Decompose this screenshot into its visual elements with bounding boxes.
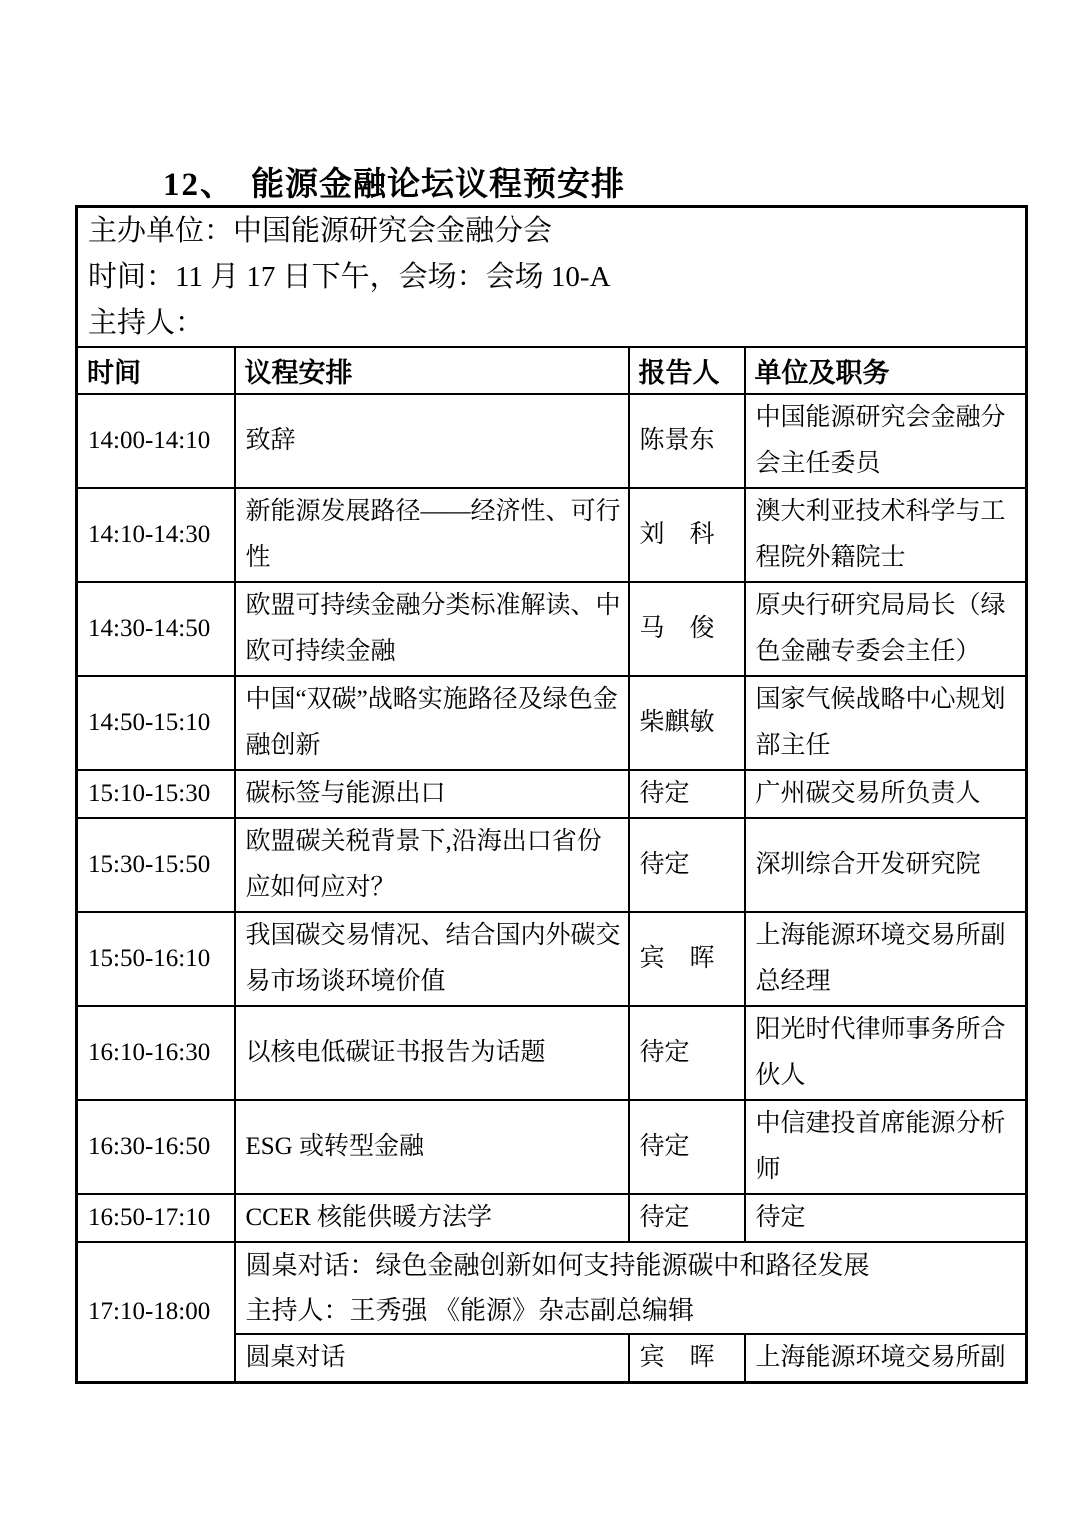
info-moderator: 主持人： (88, 307, 205, 339)
org-cell: 上海能源环境交易所副总经理 (745, 912, 1027, 1006)
agenda-table (75, 205, 1028, 1384)
table-row (77, 818, 1027, 912)
time-cell: 14:50-15:10 (77, 676, 235, 770)
time-cell: 15:10-15:30 (77, 770, 235, 818)
time-cell: 16:10-16:30 (77, 1006, 235, 1100)
table-row (77, 1100, 1027, 1194)
time-cell: 14:00-14:10 (77, 394, 235, 488)
speaker-cell: 待定 (629, 1194, 745, 1242)
table-row (77, 394, 1027, 488)
speaker-cell: 待定 (629, 1006, 745, 1100)
info-host: 主办单位：中国能源研究会金融分会 (88, 215, 553, 247)
topic-cell: 圆桌对话 (235, 1334, 629, 1383)
info-cell (77, 207, 1027, 348)
info-time: 时间：11 月 17 日下午，会场：会场 10-A (88, 261, 611, 293)
speaker-cell: 柴麒敏 (629, 676, 745, 770)
speaker-cell: 待定 (629, 770, 745, 818)
topic-cell: CCER 核能供暖方法学 (235, 1194, 629, 1242)
topic-cell: 欧盟碳关税背景下,沿海出口省份应如何应对？ (235, 818, 629, 912)
time-cell: 16:30-16:50 (77, 1100, 235, 1194)
speaker-cell: 宾 晖 (629, 912, 745, 1006)
speaker-cell: 陈景东 (629, 394, 745, 488)
col-header-topic: 议程安排 (235, 347, 629, 394)
topic-cell: 中国“双碳”战略实施路径及绿色金融创新 (235, 676, 629, 770)
topic-cell: 致辞 (235, 394, 629, 488)
table-row (77, 488, 1027, 582)
topic-cell: 以核电低碳证书报告为话题 (235, 1006, 629, 1100)
speaker-cell: 刘 科 (629, 488, 745, 582)
time-cell: 14:10-14:30 (77, 488, 235, 582)
table-row (77, 770, 1027, 818)
org-cell: 上海能源环境交易所副 (745, 1334, 1027, 1383)
topic-cell: 新能源发展路径——经济性、可行性 (235, 488, 629, 582)
table-row (77, 912, 1027, 1006)
time-cell: 16:50-17:10 (77, 1194, 235, 1242)
roundtable-title-cell (235, 1242, 1027, 1334)
speaker-cell: 待定 (629, 1100, 745, 1194)
table-row (77, 1194, 1027, 1242)
col-header-time: 时间 (77, 347, 235, 394)
org-cell: 原央行研究局局长（绿色金融专委会主任） (745, 582, 1027, 676)
topic-cell: 欧盟可持续金融分类标准解读、中欧可持续金融 (235, 582, 629, 676)
org-cell: 澳大利亚技术科学与工程院外籍院士 (745, 488, 1027, 582)
speaker-cell: 宾 晖 (629, 1334, 745, 1383)
org-cell: 深圳综合开发研究院 (745, 818, 1027, 912)
speaker-cell: 马 俊 (629, 582, 745, 676)
org-cell: 中国能源研究会金融分会主任委员 (745, 394, 1027, 488)
topic-cell: ESG 或转型金融 (235, 1100, 629, 1194)
time-cell: 15:50-16:10 (77, 912, 235, 1006)
title-text: 能源金融论坛议程预安排 (251, 167, 625, 203)
roundtable-moderator-line: 主持人：王秀强 《能源》杂志副总编辑 (245, 1296, 695, 1325)
table-row (77, 676, 1027, 770)
time-cell: 17:10-18:00 (77, 1242, 235, 1383)
info-row (77, 207, 1027, 348)
col-header-speaker: 报告人 (629, 347, 745, 394)
org-cell: 中信建投首席能源分析师 (745, 1100, 1027, 1194)
time-cell: 15:30-15:50 (77, 818, 235, 912)
org-cell: 国家气候战略中心规划部主任 (745, 676, 1027, 770)
speaker-cell: 待定 (629, 818, 745, 912)
table-row (77, 1006, 1027, 1100)
page-title (163, 158, 625, 205)
table-row (77, 582, 1027, 676)
org-cell: 待定 (745, 1194, 1027, 1242)
roundtable-topic-line: 圆桌对话：绿色金融创新如何支持能源碳中和路径发展 (245, 1251, 870, 1280)
col-header-org: 单位及职务 (745, 347, 1027, 394)
table-header-row (77, 347, 1027, 394)
time-cell: 14:30-14:50 (77, 582, 235, 676)
org-cell: 广州碳交易所负责人 (745, 770, 1027, 818)
topic-cell: 我国碳交易情况、结合国内外碳交易市场谈环境价值 (235, 912, 629, 1006)
title-number: 12、 (163, 167, 235, 203)
roundtable-header-row (77, 1242, 1027, 1334)
org-cell: 阳光时代律师事务所合伙人 (745, 1006, 1027, 1100)
topic-cell: 碳标签与能源出口 (235, 770, 629, 818)
